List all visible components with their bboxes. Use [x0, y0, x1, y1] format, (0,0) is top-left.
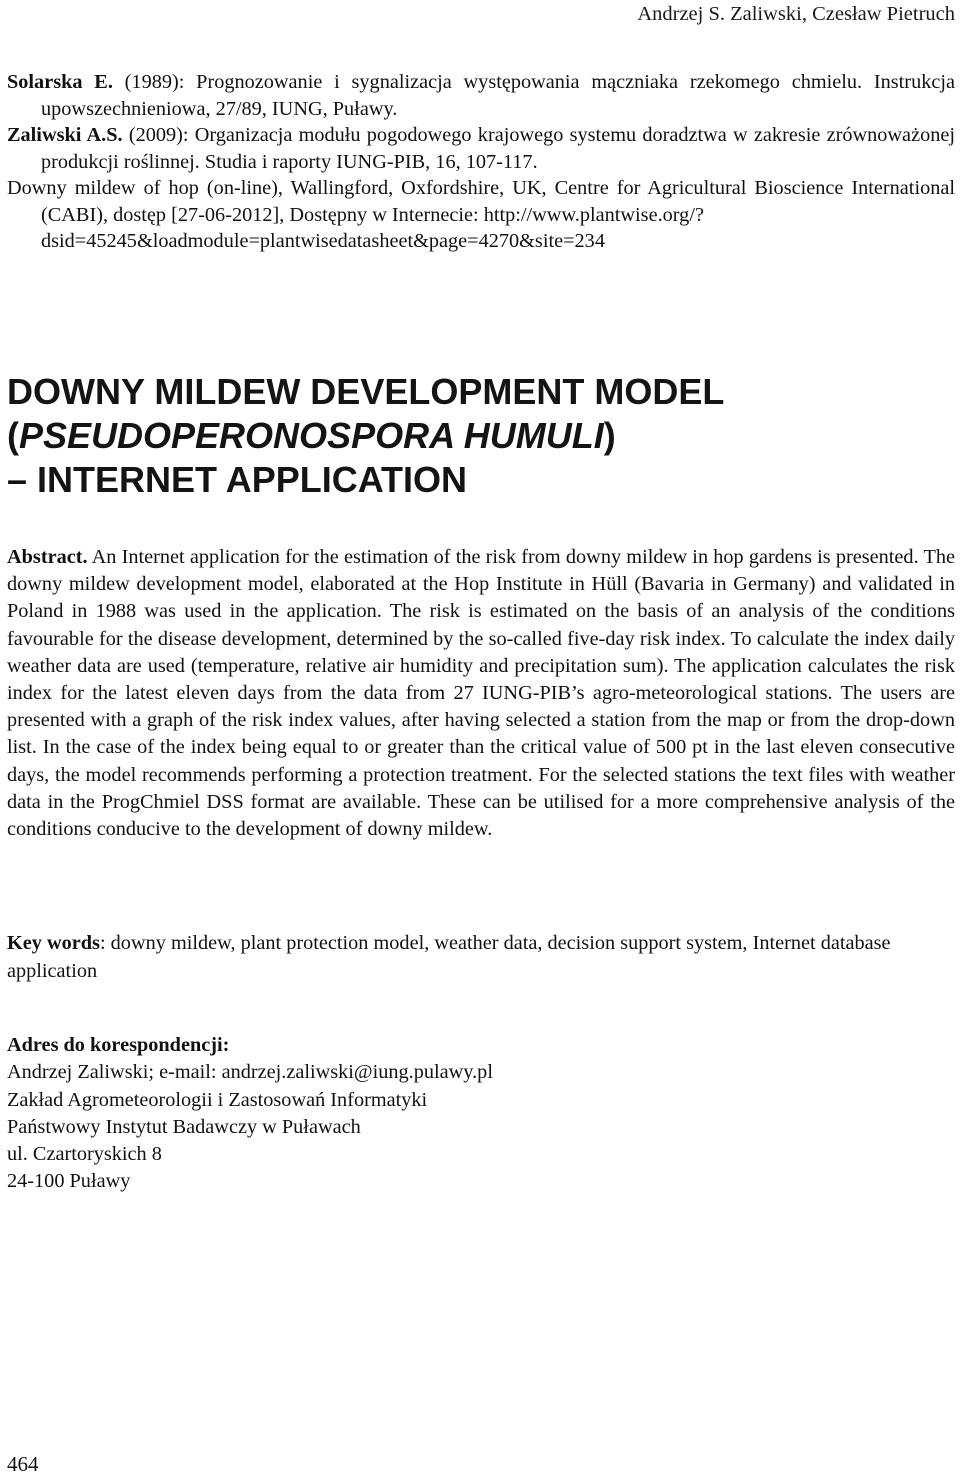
reference-text: (2009): Organizacja modułu pogodowego krajowego systemu doradztwa w zakresie zrównoważonej produkcji roślinnej. Studia i raporty IUNG-PIB, 16, 107-117.: [41, 124, 955, 173]
reference-item: [7, 122, 955, 175]
abstract-label: Abstract.: [7, 546, 88, 568]
title-line: [7, 414, 955, 458]
address-line: ul. Czartoryskich 8: [7, 1143, 162, 1166]
reference-list: [7, 69, 955, 255]
address-line: Zakład Agrometeorologii i Zastosowań Informatyki: [7, 1088, 428, 1111]
keywords: [7, 930, 955, 985]
title-paren: (: [7, 415, 19, 456]
article-title: [7, 370, 955, 502]
address-line: 24-100 Puławy: [7, 1170, 131, 1193]
reference-author: Zaliwski A.S.: [7, 124, 123, 146]
address-heading: Adres do korespondencji:: [7, 1034, 230, 1056]
title-line: DOWNY MILDEW DEVELOPMENT MODEL: [7, 371, 725, 412]
document-page: [7, 0, 955, 1475]
page-number: 464: [7, 1452, 39, 1476]
reference-text: (1989): Prognozowanie i sygnalizacja występowania mączniaka rzekomego chmielu. Instrukcja upowszechnieniowa, 27/89, IUNG, Puławy.: [41, 71, 955, 120]
title-latin-name: PSEUDOPERONOSPORA HUMULI: [19, 415, 604, 456]
keywords-label: Key words: [7, 932, 100, 954]
address-line: Państwowy Instytut Badawczy w Puławach: [7, 1115, 361, 1138]
running-head: Andrzej S. Zaliwski, Czesław Pietruch: [637, 3, 955, 25]
abstract-text: An Internet application for the estimation of the risk from downy mildew in hop gardens is presented. The downy mildew development model, elaborated at the Hop Institute in Hüll (Bavaria in Germany) and validated in Poland in 1988 was used in the application. The risk is estimated on the basis of an analysis of the conditions favourable for the disease development, determined by the so-called five-day risk index. To calculate the index daily weather data are used (temperature, relative air humidity and precipitation sum). The application calculates the risk index for the latest eleven days from the data from 27 IUNG-PIB’s agro-meteorological stations. The users are presented with a graph of the risk index values, after having selected a station from the map or from the drop-down list. In the case of the index being equal to or greater than the critical value of 500 pt in the last eleven consecutive days, the model recommends performing a protection treatment. For the selected stations the text files with weather data in the ProgChmiel DSS format are available. These can be utilised for a more comprehensive analysis of the conditions conducive to the development of downy mildew.: [7, 546, 955, 841]
abstract: [7, 544, 955, 843]
reference-author: Solarska E.: [7, 71, 113, 93]
reference-url[interactable]: dsid=45245&loadmodule=plantwisedatasheet&page=4270&site=234: [41, 230, 605, 252]
keywords-text: : downy mildew, plant protection model, weather data, decision support system, Internet database application: [7, 932, 891, 982]
reference-item: [7, 69, 955, 122]
correspondence-address: [7, 1032, 955, 1196]
reference-item: [7, 175, 955, 255]
address-line: Andrzej Zaliwski; e-mail: andrzej.zaliwski@iung.pulawy.pl: [7, 1061, 493, 1084]
reference-text: Downy mildew of hop (on-line), Wallingford, Oxfordshire, UK, Centre for Agricultural Bioscience International (CABI), dostęp [27-06-2012], Dostępny w Internecie: http://www.plantwise.org/?: [7, 177, 955, 226]
title-paren: ): [603, 415, 616, 456]
title-line: – INTERNET APPLICATION: [7, 459, 468, 500]
